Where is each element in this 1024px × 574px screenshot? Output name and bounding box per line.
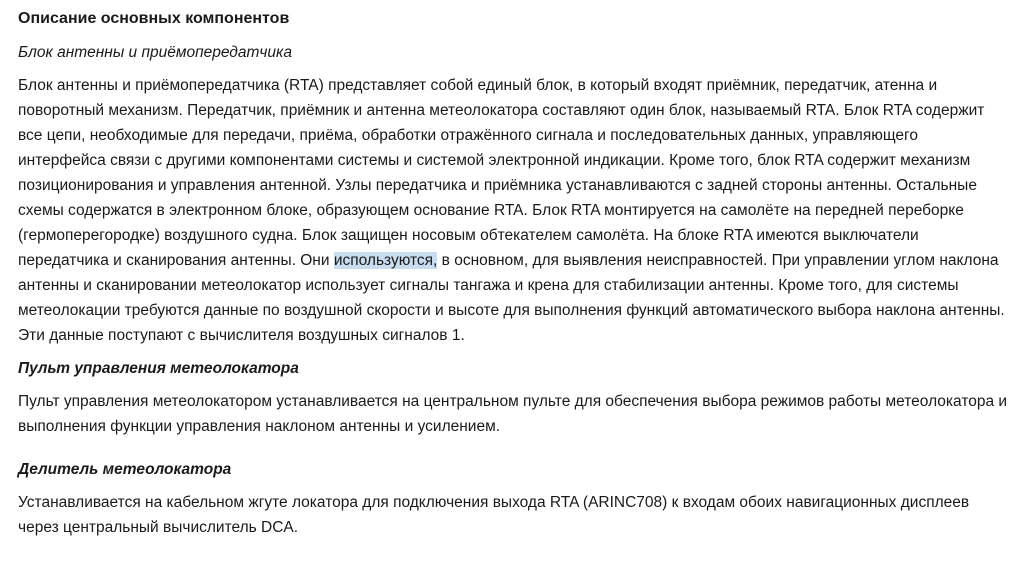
section-control-panel xyxy=(18,358,1008,439)
section-heading: Пульт управления метеолокатора xyxy=(18,360,299,377)
section-divider-unit xyxy=(18,459,1008,540)
page-title: Описание основных компонентов xyxy=(18,10,290,27)
highlighted-text: используются, xyxy=(333,252,438,269)
section-body: Устанавливается на кабельном жгуте локатора для подключения выхода RTA (ARINC708) к входам обоих навигационных дисплеев через центральный вычислитель DCA. xyxy=(18,494,970,536)
section-body xyxy=(18,73,1008,348)
body-text-after-highlight: в основном, для выявления неисправностей. При управлении углом наклона антенны и сканировании метеолокатор использует сигналы тангажа и крена для стабилизации антенны. Кроме того, для системы метеолокации требуются данные по воздушной скорости и высоте для выполнения функций автоматического выбора наклона антенны. Эти данные поступают с вычислителя воздушных сигналов 1. xyxy=(18,252,1005,344)
section-heading: Делитель метеолокатора xyxy=(18,461,232,478)
section-heading: Блок антенны и приёмопередатчика xyxy=(18,44,292,61)
body-text-before-highlight: Блок антенны и приёмопередатчика (RTA) представляет собой единый блок, в который входят приёмник, передатчик, атенна и поворотный механизм. Передатчик, приёмник и антенна метеолокатора составляют один блок, называемый RTA. Блок RTA содержит все цепи, необходимые для передачи, приёма, обработки отражённого сигнала и последовательных данных, управляющего интерфейса связи с другими компонентами системы и системой электронной индикации. Кроме того, блок RTA содержит механизм позиционирования и управления антенной. Узлы передатчика и приёмника устанавливаются с задней стороны антенны. Остальные схемы содержатся в электронном блоке, образующем основание RTA. Блок RTA монтируется на самолёте на передней переборке (гермоперегородке) воздушного судна. Блок защищен носовым обтекателем самолёта. На блоке RTA имеются выключатели передатчика и сканирования антенны. Они xyxy=(18,77,985,269)
section-antenna-transceiver xyxy=(18,42,1008,348)
section-body: Пульт управления метеолокатором устанавливается на центральном пульте для обеспечения выбора режимов работы метеолокатора и выполнения функции управления наклоном антенны и усилением. xyxy=(18,393,1008,435)
